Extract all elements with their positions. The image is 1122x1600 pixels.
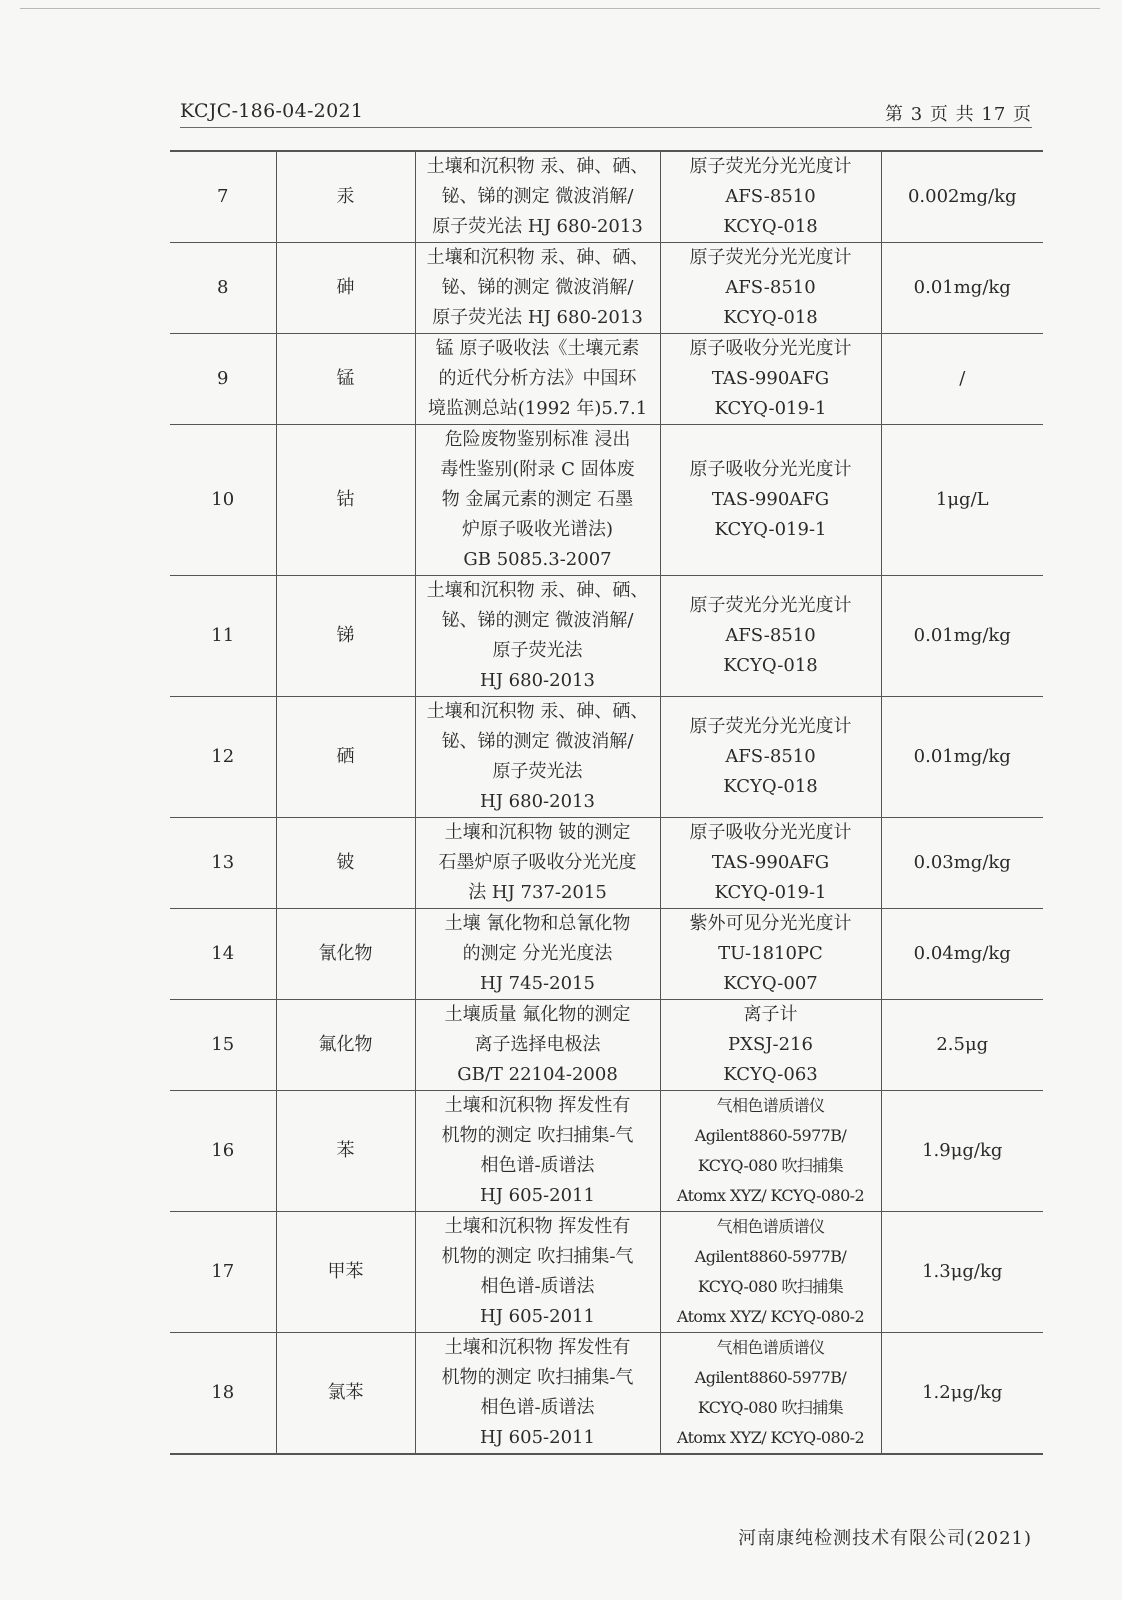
row-number-cell: 14 [170,909,276,1000]
detection-limit-cell: 1.2μg/kg [881,1333,1043,1455]
test-item-cell: 硒 [276,697,415,818]
detection-limit-cell: 0.01mg/kg [881,576,1043,697]
detection-limit-cell: 1.3μg/kg [881,1212,1043,1333]
row-number-cell: 18 [170,1333,276,1455]
method-standard-cell: 土壤和沉积物 挥发性有 机物的测定 吹扫捕集-气 相色谱-质谱法 HJ 605-2011 [415,1333,660,1455]
method-standard-cell: 土壤质量 氟化物的测定 离子选择电极法 GB/T 22104-2008 [415,1000,660,1091]
instrument-cell: 原子吸收分光光度计 TAS-990AFG KCYQ-019-1 [660,334,881,425]
instrument-cell: 原子荧光分光光度计 AFS-8510 KCYQ-018 [660,576,881,697]
test-item-cell: 锑 [276,576,415,697]
row-number-cell: 11 [170,576,276,697]
instrument-cell: 气相色谱质谱仪 Agilent8860-5977B/ KCYQ-080 吹扫捕集 Atomx XYZ/ KCYQ-080-2 [660,1091,881,1212]
table-row [170,576,1043,697]
instrument-cell: 原子吸收分光光度计 TAS-990AFG KCYQ-019-1 [660,818,881,909]
row-number-cell: 12 [170,697,276,818]
detection-method-table [170,150,1043,1455]
method-standard-cell: 土壤和沉积物 汞、砷、硒、 铋、锑的测定 微波消解/ 原子荧光法 HJ 680-2013 [415,151,660,243]
test-item-cell: 砷 [276,243,415,334]
detection-limit-cell: 0.002mg/kg [881,151,1043,243]
row-number-cell: 13 [170,818,276,909]
detection-limit-cell: 2.5μg [881,1000,1043,1091]
detection-limit-cell: 0.01mg/kg [881,697,1043,818]
method-standard-cell: 危险废物鉴别标准 浸出 毒性鉴别(附录 C 固体废 物 金属元素的测定 石墨 炉原子吸收光谱法) GB 5085.3-2007 [415,425,660,576]
row-number-cell: 7 [170,151,276,243]
table-row [170,697,1043,818]
test-item-cell: 锰 [276,334,415,425]
test-item-cell: 氰化物 [276,909,415,1000]
table-row [170,818,1043,909]
method-standard-cell: 土壤和沉积物 汞、砷、硒、 铋、锑的测定 微波消解/ 原子荧光法 HJ 680-2013 [415,697,660,818]
company-footer: 河南康纯检测技术有限公司(2021) [738,1528,1032,1549]
table-row [170,1212,1043,1333]
table-body [170,151,1043,1454]
table-row [170,909,1043,1000]
instrument-cell: 原子吸收分光光度计 TAS-990AFG KCYQ-019-1 [660,425,881,576]
test-item-cell: 铍 [276,818,415,909]
test-item-cell: 甲苯 [276,1212,415,1333]
instrument-cell: 原子荧光分光光度计 AFS-8510 KCYQ-018 [660,697,881,818]
detection-limit-cell: 1.9μg/kg [881,1091,1043,1212]
instrument-cell: 原子荧光分光光度计 AFS-8510 KCYQ-018 [660,243,881,334]
test-item-cell: 苯 [276,1091,415,1212]
row-number-cell: 17 [170,1212,276,1333]
instrument-cell: 离子计 PXSJ-216 KCYQ-063 [660,1000,881,1091]
document-number: KCJC-186-04-2021 [180,100,364,122]
method-standard-cell: 土壤和沉积物 挥发性有 机物的测定 吹扫捕集-气 相色谱-质谱法 HJ 605-2011 [415,1091,660,1212]
test-item-cell: 汞 [276,151,415,243]
detection-limit-cell: 0.04mg/kg [881,909,1043,1000]
method-standard-cell: 土壤和沉积物 挥发性有 机物的测定 吹扫捕集-气 相色谱-质谱法 HJ 605-2011 [415,1212,660,1333]
table-row [170,1091,1043,1212]
page-header [180,100,1032,126]
test-item-cell: 氯苯 [276,1333,415,1455]
row-number-cell: 9 [170,334,276,425]
header-rule [180,127,1032,128]
detection-limit-cell: 0.03mg/kg [881,818,1043,909]
instrument-cell: 紫外可见分光光度计 TU-1810PC KCYQ-007 [660,909,881,1000]
method-standard-cell: 土壤和沉积物 汞、砷、硒、 铋、锑的测定 微波消解/ 原子荧光法 HJ 680-2013 [415,243,660,334]
top-scan-rule [20,8,1100,9]
method-standard-cell: 锰 原子吸收法《土壤元素 的近代分析方法》中国环 境监测总站(1992 年)5.7.1 [415,334,660,425]
method-standard-cell: 土壤 氰化物和总氰化物 的测定 分光光度法 HJ 745-2015 [415,909,660,1000]
row-number-cell: 10 [170,425,276,576]
page-number: 第 3 页 共 17 页 [885,104,1032,125]
instrument-cell: 原子荧光分光光度计 AFS-8510 KCYQ-018 [660,151,881,243]
test-item-cell: 氟化物 [276,1000,415,1091]
detection-limit-cell: 1μg/L [881,425,1043,576]
table-row [170,1333,1043,1455]
detection-limit-cell: / [881,334,1043,425]
row-number-cell: 8 [170,243,276,334]
instrument-cell: 气相色谱质谱仪 Agilent8860-5977B/ KCYQ-080 吹扫捕集 Atomx XYZ/ KCYQ-080-2 [660,1212,881,1333]
table-row [170,151,1043,243]
table-row [170,425,1043,576]
method-standard-cell: 土壤和沉积物 汞、砷、硒、 铋、锑的测定 微波消解/ 原子荧光法 HJ 680-2013 [415,576,660,697]
method-standard-cell: 土壤和沉积物 铍的测定 石墨炉原子吸收分光光度 法 HJ 737-2015 [415,818,660,909]
table-row [170,334,1043,425]
table-row [170,1000,1043,1091]
instrument-cell: 气相色谱质谱仪 Agilent8860-5977B/ KCYQ-080 吹扫捕集 Atomx XYZ/ KCYQ-080-2 [660,1333,881,1455]
row-number-cell: 16 [170,1091,276,1212]
test-item-cell: 钴 [276,425,415,576]
row-number-cell: 15 [170,1000,276,1091]
detection-limit-cell: 0.01mg/kg [881,243,1043,334]
table-row [170,243,1043,334]
